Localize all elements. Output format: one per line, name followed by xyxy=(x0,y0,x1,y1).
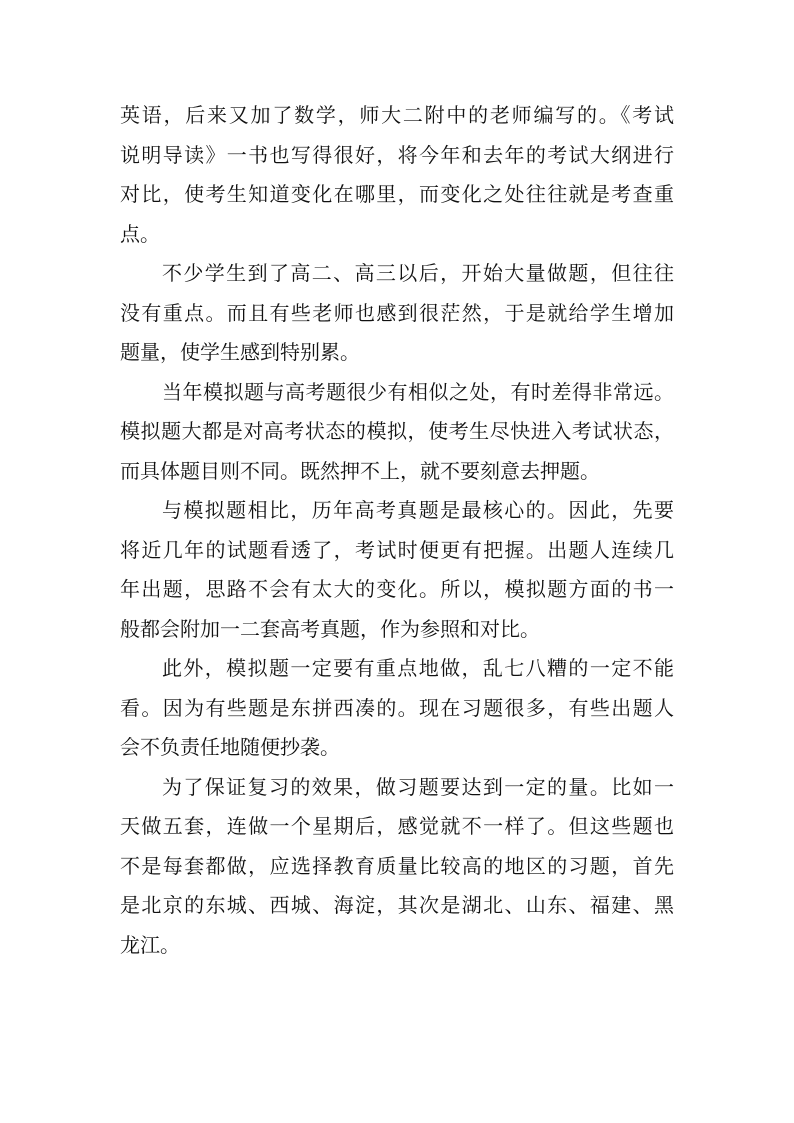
paragraph-first-line: 与模拟题相比，历年高考真题是最核心的。因此，先要 xyxy=(162,498,674,522)
text-line: 会不负责任地随便抄袭。 xyxy=(120,735,340,759)
text-line: 点。 xyxy=(120,221,160,246)
text-line: 而具体题目则不同。既然押不上，就不要刻意去押题。 xyxy=(120,458,600,483)
text-line: 不是每套都做，应选择教育质量比较高的地区的习题，首先 xyxy=(120,853,674,878)
text-line: 般都会附加一二套高考真题，作为参照和对比。 xyxy=(120,616,540,641)
text-line: 说明导读》一书也写得很好，将今年和去年的考试大纲进行 xyxy=(120,142,674,167)
text-line: 题量，使学生感到特别累。 xyxy=(120,340,360,364)
text-line: 没有重点。而且有些老师也感到很茫然，于是就给学生增加 xyxy=(120,300,674,325)
text-line: 天做五套，连做一个星期后，感觉就不一样了。但这些题也 xyxy=(120,814,674,838)
document-body xyxy=(120,96,674,965)
text-line: 模拟题大都是对高考状态的模拟，使考生尽快进入考试状态， xyxy=(120,419,674,443)
text-line: 将近几年的试题看透了，考试时便更有把握。出题人连续几 xyxy=(120,537,674,562)
paragraph-first-line: 此外，模拟题一定要有重点地做，乱七八糟的一定不能 xyxy=(162,656,674,680)
paragraph-first-line: 为了保证复习的效果，做习题要达到一定的量。比如一 xyxy=(162,774,674,799)
text-line: 龙江。 xyxy=(120,932,180,957)
paragraph-first-line: 不少学生到了高二、高三以后，开始大量做题，但往往 xyxy=(162,261,674,285)
text-line: 看。因为有些题是东拼西凑的。现在习题很多，有些出题人 xyxy=(120,695,674,720)
text-line: 对比，使考生知道变化在哪里，而变化之处往往就是考查重 xyxy=(120,182,674,206)
text-line: 英语，后来又加了数学，师大二附中的老师编写的。《考试 xyxy=(120,103,674,127)
text-line: 年出题，思路不会有太大的变化。所以，模拟题方面的书一 xyxy=(120,577,674,601)
paragraph-first-line: 当年模拟题与高考题很少有相似之处，有时差得非常远。 xyxy=(162,379,674,404)
text-line: 是北京的东城、西城、海淀，其次是湖北、山东、福建、黑 xyxy=(120,893,674,917)
